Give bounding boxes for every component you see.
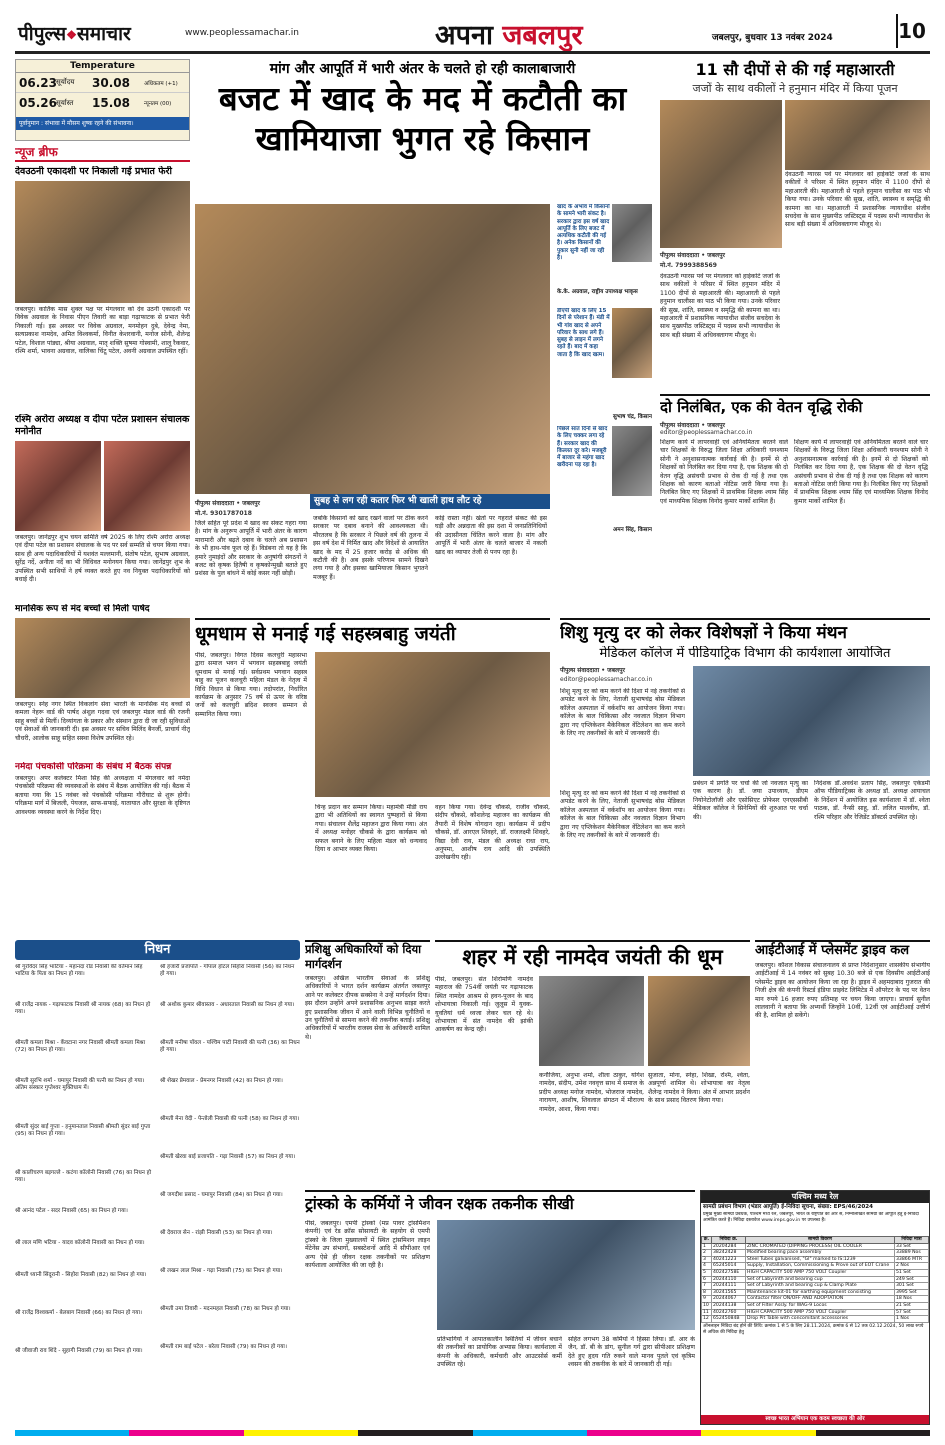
- tender-cell-tender: 20244138: [712, 1302, 746, 1309]
- lead-quote-3: पिछले सात दिनों से खाद के लिए चक्कर लगा रहे हैं। सरकार खाद की किल्लत दूर करे। मजबूरी में बाजार से महंगा खाद खरीदना पड़ रहा है।: [557, 426, 608, 469]
- obituary-item: श्री लाल मणि भटिया - यादव कॉलोनी निवासी का निधन हो गया।: [15, 1240, 145, 1246]
- section-title-b: जबलपुर: [502, 20, 583, 51]
- tender-col-item: सामग्री विवरण: [746, 1237, 895, 1244]
- mahaarti-subhead: जजों के साथ वकीलों ने हनुमान मंदिर में किया पूजन: [692, 82, 898, 95]
- tender-cell-tender: 40242758E: [712, 1269, 746, 1276]
- mahaarti-headline: 11 सौ दीपों से की गई महाआरती: [695, 60, 895, 79]
- nidhan-column-right: [160, 964, 300, 1419]
- tender-cell-item: Set of Filter Assly. for WAG-9 Locos: [746, 1302, 895, 1309]
- obituary-item: श्री देवराज सेन - रांझी निवासी (53) का निधन हो गया।: [160, 1230, 273, 1236]
- brief-text-1: जबलपुर। कार्तिक मास शुक्ल पक्ष पर मंगलवार को देव उठनी एकादशी पर विवेक अग्रवाल के निवास पीएन तिवारी का बाड़ा गढ़ाफाटक से प्रभात फेरी निकाली गई। इस अवसर पर विवेक अग्रवाल, मनमोहन दुबे, देवेन्द्र नेमा, सत्यप्रकाश नामदेव, अमित विश्वकर्मा, विनीत केशरवानी, मनोज सोनी, शैलेन्द्र पटेल, विशाल पांड्या, श्रीया अग्रवाल, मातृ शक्ति सुषमा गोस्वामी, शालू रैकवार, रश्मि शर्मा, भावना अग्रवाल, वालिका चिंटू पटेल, अवनी अग्रवाल उपस्थित रहीं।: [15, 306, 190, 356]
- nilambit-body-2: शिक्षण कार्य में लापरवाही एवं अनियमितता बरतने वाले चार शिक्षकों के विरुद्ध जिला शिक्षा अधिकारी घनश्याम सोनी ने अनुशासनात्मक कार्रवाई की है। इनमें से दो शिक्षकों को निलंबित कर दिया गया है, एक शिक्षक की दो वेतन वृद्धि असंचयी प्रभाव से रोक दी गई है तथा एक शिक्षक को कारण बताओ नोटिस जारी किया गया है। निलंबित किए गए शिक्षकों में प्राथमिक शिक्षक श्याम सिंह एवं माध्यमिक शिक्षक विनोद कुमार मार्को शामिल हैं।: [794, 439, 928, 505]
- lead-mobile: मो.नं. 9301787018: [195, 510, 252, 517]
- nilambit-email: editor@peoplessamachar.co.in: [660, 429, 753, 436]
- namdev-photo-1: [539, 976, 644, 1066]
- tender-intro: प्रमुख मुख्य सामग्री प्रबंधक, पश्चिम मध्य रेल, जबलपुर, भारत के राष्ट्रपति की ओर से, निम्नलिखित सामग्री की आपूर्ति हेतु ई-निविदा आमंत्रित करते हैं। निविदा दस्तावेज www.ireps.gov.in पर उपलब्ध हैं।: [703, 1212, 919, 1223]
- transco-story: [305, 1190, 695, 1425]
- tender-cell-item: Steel Tubes galvanised, "GI" marked to IS:1239: [746, 1256, 895, 1263]
- brief-photo-2b: [104, 441, 190, 531]
- tender-col-tender: निविदा क्र.: [712, 1237, 746, 1244]
- quote-1-portrait: [612, 204, 652, 262]
- tender-row: [702, 1269, 929, 1276]
- tender-table-body: [702, 1243, 929, 1322]
- tender-cell-no: 9: [702, 1296, 712, 1303]
- lead-headline-2: खामियाजा भुगत रहे किसान: [255, 119, 590, 158]
- namdev-body-1: पीसं, जबलपुर। संत शिरोमणि नामदेव महाराज की 754वीं जयंती पर गढ़ाफाटक स्थित नामदेव आश्रम से हवन-पूजन के बाद शोभायात्रा निकाली गई। जुलूस में युवक-युवतियां धर्म ध्वजा लेकर चल रहे थे। शोभायात्रा में संत नामदेव की झांकी आकर्षण का केन्द्र रही।: [435, 976, 533, 1034]
- tender-row: [702, 1289, 929, 1296]
- tender-cell-tender: 20244110: [712, 1276, 746, 1283]
- tender-cell-no: 5: [702, 1269, 712, 1276]
- brief-headline-3: मानसिक रूप से मंद बच्चों से मिली पार्षद: [15, 604, 150, 614]
- lead-quote-3-name: अमन सिंह, किसान: [612, 527, 652, 533]
- paper-name-right: समाचार: [76, 23, 131, 45]
- tender-row: [702, 1256, 929, 1263]
- lead-body-3: कोई रास्ता नहीं। खेतों पर गहराते संकट की इस घड़ी और अन्नदाता की इस दशा में जनप्रतिनिधियों की उदासीनता चिंतित करने वाला है। मांग और आपूर्ति में भारी अंतर के चलते बाजार में नकली खाद का व्यापार तेजी से पनप रहा है।: [435, 515, 547, 556]
- tender-footer: ऑनलाइन निविदा बंद होने की तिथि: क्रमांक 1 से 5 के लिए 28.11.2024, क्रमांक 6 से 12 तक 02.12.2024, 50 लाख रुपये से अधिक की निविदा हेतु: [703, 1323, 924, 1335]
- jayanti-photo: [315, 652, 550, 797]
- obituary-item: श्रीमती ध्यानी सिंदूरानी - सिहोरा निवासी (82) का निधन हो गया।: [15, 1272, 147, 1278]
- obituary-item: श्री हजारी प्रजापति - गोपाल होटल सिहोरा निवासी (56) का निधन हो गया।: [160, 964, 295, 978]
- obituary-item: श्री अशोक कुमार श्रीवास्तव - अधारताल निवासी का निधन हो गया।: [160, 1002, 295, 1008]
- tender-cell-tender: 40242760: [712, 1309, 746, 1316]
- brief-text-2: जबलपुर। जानेंद्रपुर शुभ चयन समिति वर्ष 2025 के लिए रश्मि अरोरा अध्यक्ष एवं दीपा पटेल का प्रशासन संचालक के पद पर सर्व सम्मति से चयन किया गया। साथ ही अन्य पदाधिकारियों में यशवंत मल्लमानी, संतोष पटेल, सुभाष अग्रवाल, सुरेंद्र नर्दे, अनीता नर्दे का भी विधिवत मनोनयन किया गया। जानेंद्रपुर शुभ के उपस्थित सभी साथियों ने हर्ष व्यक्त करते हुए नव नियुक्त पदाधिकारियों को बधाई दी।: [15, 534, 190, 584]
- brief-headline-2: रश्मि अरोरा अध्यक्ष व दीपा पटेल प्रशासन संचालक मनोनीत: [15, 414, 190, 437]
- iti-body: जबलपुर। कौशल विकास संचालनालय से प्राप्त निर्देशानुसार शासकीय संभागीय आईटीआई में 14 नवंबर को सुबह 10.30 बजे से एक दिवसीय आईटीआई प्लेसमेंट ड्राइव का आयोजन किया जा रहा है। ड्राइव में अहमदाबाद गुजरात की निजी क्षेत्र की कंपनी रिस्टर्ड इंडिया प्राइवेट लिमिटेड में ऑपरेटर के पद पर वेतन मान रुपये 16 हजार रुपए प्रतिमाह पर चयन किया जाएगा। प्राचार्य सुनील लालवानी ने बताया कि अभ्यर्थी जिन्होंने 10वीं, 12वीं एवं आईटीआई उत्तीर्ण की है, शामिल हो सकेंगे।: [755, 962, 930, 1020]
- tender-row: [702, 1296, 929, 1303]
- obituary-item: श्री राजेंद्र विश्वकर्मा - बेलबाग निवासी (66) का निधन हो गया।: [15, 1310, 143, 1316]
- obituary-item: श्री कालीचरण बड़गल्ले - कटंगा कॉलोनी निवासी (76) का निधन हो गया।: [15, 1170, 152, 1184]
- transco-photo: [437, 1220, 695, 1330]
- jayanti-story: [195, 618, 550, 938]
- shishu-headline: शिशु मृत्यु दर को लेकर विशेषज्ञों ने किया मंथन: [560, 618, 930, 646]
- obituary-item: श्री जीवाजी राव शिंदे - सुहागी निवासी (79) का निधन हो गया।: [15, 1348, 143, 1354]
- jayanti-body-3: वहन किया गया। देवेन्द्र चौकसे, राजीव चौकसे, संदीप चौकसे, कौशलेन्द्र महाजन का कार्यक्रम की तैयारी में विशेष योगदान रहा। कार्यक्रम में प्रदीप चौकसे, डॉ. आरएल शिवहरे, डॉ. राजलक्ष्मी शिवहरे, विद्या देवी राय, मंडल की अध्यक्ष राधा राय, अनुपमा, आशीष राय आदि की उपस्थिति उल्लेखनीय रही।: [435, 804, 550, 862]
- tender-cell-qty: 3995 Set: [895, 1289, 929, 1296]
- tender-cell-item: Modified bearing pace assembly: [746, 1250, 895, 1257]
- masthead-rule: [15, 51, 930, 54]
- obituary-item: श्री लखन लाल मिश्रा - गढ़ा निवासी (75) का निधन हो गया।: [160, 1268, 283, 1274]
- jayanti-headline: धूमधाम से मनाई गई सहस्त्रबाहु जयंती: [195, 618, 550, 648]
- tender-cell-no: 4: [702, 1263, 712, 1270]
- tender-cell-qty: 249 Set: [895, 1276, 929, 1283]
- nilambit-headline: दो निलंबित, एक की वेतन वृद्धि रोकी: [660, 394, 930, 418]
- sunset-label: सूर्यास्त: [56, 98, 74, 107]
- obituary-item: श्रीमती राम बाई पटेल - बरेला निवासी (79) का निधन हो गया।: [160, 1344, 288, 1350]
- tender-cell-qty: 57 Set: [895, 1309, 929, 1316]
- shishu-email: editor@peoplessamachar.co.in: [560, 676, 653, 683]
- paper-name-left: पीपुल्स: [18, 23, 67, 45]
- tender-row: [702, 1276, 929, 1283]
- nidhan-column-left: [15, 964, 155, 1419]
- tender-cell-qty: 1 Nos: [895, 1316, 929, 1323]
- lead-quote-2-name: सुभाष चंद्र, किसान: [612, 414, 652, 420]
- tender-cell-no: 8: [702, 1289, 712, 1296]
- lead-kicker: मांग और आपूर्ति में भारी अंतर के चलते हो रही कालाबाजारी: [269, 61, 576, 77]
- shishu-story: [560, 618, 930, 938]
- mahaarti-story: [660, 59, 930, 394]
- obituary-item: श्रीमती सुंदर बाई गुप्ता - हनुमानताल निवासी श्रीमती सुंदर बाई गुप्ता (95) का निधन हो गया।: [15, 1124, 151, 1138]
- tender-row: [702, 1243, 929, 1250]
- obituary-item: श्री आनंद पटेल - सदर निवासी (65) का निधन हो गया।: [15, 1208, 128, 1214]
- mahaarti-photo-1: [660, 100, 782, 248]
- min-label: न्यूनतम (00): [144, 101, 172, 107]
- lead-headline-1: बजट में खाद के मद में कटौती का: [218, 79, 627, 118]
- iti-headline: आईटीआई में प्लेसमेंट ड्राइव कल: [755, 940, 930, 959]
- tender-col-no: क्र.: [702, 1237, 712, 1244]
- prashikshu-story: [305, 940, 430, 1185]
- nilambit-story: [660, 394, 930, 614]
- brief-label: न्यूज ब्रीफ: [15, 143, 190, 162]
- tender-cell-item: Set of Labyrinth and bearing cup & Clamp Plate: [746, 1283, 895, 1290]
- tender-title: सामग्री प्रबंधन विभाग (भंडार आपूर्ति) ई-निविदा सूचना, संख्या: EPS/46/2024: [703, 1204, 874, 1210]
- lead-quote-1-name: के.के. अग्रवाल, राष्ट्रीय उपाध्यक्ष भाकृस: [557, 289, 638, 295]
- prashikshu-body: जबलपुर। अखिल भारतीय सेवाओं के प्रशिक्षु अधिकारियों ने भारत दर्शन कार्यक्रम अंतर्गत जबलपुर आने पर कलेक्टर दीपक सक्सेना ने उन्हें मार्गदर्शन दिया। इस दौरान उन्होंने अपने प्रशासनिक अनुभव साझा करते हुए प्रशासनिक जीवन में आने वाली विभिन्न चुनौतियों व उन चुनौतियों से सामना करने की तकनीक बताई। प्रशिक्षु अधिकारियों में भारतीय राजस्व सेवा के अधिकारी शामिल थे।: [305, 975, 430, 1041]
- tender-cell-tender: 30241565: [712, 1289, 746, 1296]
- lead-story: [195, 59, 650, 614]
- tender-cell-tender: 65245084B: [712, 1316, 746, 1323]
- tender-cell-item: Set of Labyrinth and bearing cup: [746, 1276, 895, 1283]
- brief-text-4: जबलपुर। अपर कलेक्टर मिशा सिंह की अध्यक्षता में मंगलवार को नर्मदा पंचकोसी परिक्रमा की व्यवस्थाओं के संबंध में बैठक आयोजित की गई। बैठक में बताया गया कि 15 नवंबर को पंचकोसी परिक्रमा गौरीघाट से शुरू होगी। परिक्रमा मार्ग में बिजली, पेयजल, साफ-सफाई, यातायात और सुरक्षा के दृष्टिगत आवश्यक व्यवस्था करने के निर्देश दिए।: [15, 775, 190, 816]
- sunrise-label: सूर्योदय: [56, 78, 75, 86]
- obituary-item: श्रीमती कमला मिश्रा - केंवटाना नगर निवासी श्रीमती कमला मिश्रा (72) का निधन हो गया।: [15, 1040, 146, 1054]
- brief-photo-2a: [15, 441, 101, 531]
- prashikshu-headline: प्रशिक्षु अधिकारियों को दिया मार्गदर्शन: [305, 940, 430, 972]
- shishu-body-3: निदेशक डॉ.अवधेश प्रताप सिंह, जबलपुर एकेडमी ऑफ पीडियाट्रिक्स के अध्यक्ष डॉ. अध्यक्ष आयाचल के निर्देशन में आयोजित इस कार्यशाला में डॉ. श्वेता पाठक, डॉ. नैन्सी साहू, डॉ. ललित मालवीय, डॉ. रश्मि परिहार और रेजिडेंट डॉक्टर्स उपस्थित रहे।: [814, 780, 930, 821]
- tender-cell-no: 7: [702, 1283, 712, 1290]
- tender-cell-no: 6: [702, 1276, 712, 1283]
- lead-body-2: जबकि किसानों को खाद रखने वालों पर ठीक करने सरकार पर दबाव बनाने की आवश्यकता थी। मौरतलब है कि सरकार ने पिछले वर्ष की तुलना में इस वर्ष देश में निर्मित खाद और विदेशों से आयातित खाद के मद में 25 हजार करोड़ से अधिक की कटौती की है। अब इसके परिणाम सामने दिखने लगा गया है और इसका खामियाजा किसान भुगतने मजबूर हैं।: [313, 515, 428, 581]
- quote-3-portrait: [612, 426, 652, 496]
- brief-text-3: जबलपुर। स्नेह नगर स्थित विकलांग सेवा भारती के मानसिक मंद बच्चों से कमला नेहरू वार्ड की पार्षद अंशुल गदवा एवं जबलपुर मंडल वार्ड की रजनी साहू बच्चों से मिलीं। दिव्यांगता के प्रकार और संस्थान द्वारा दी जा रही सुविधाओं एवं सेवाओं की जानकारी दी। इस अवसर पर सचिव मिलिंद बैनर्जी, प्राचार्य नीतू चौधरी, आलोक साहू सहित सस्था विशेष उपस्थित रहे।: [15, 701, 190, 742]
- tender-row: [702, 1302, 929, 1309]
- obituary-item: श्रीमती खेरवा बाई प्रजापति - गढ़ा निवासी (57) का निधन हो गया।: [160, 1154, 296, 1160]
- shishu-subhead: मेडिकल कॉलेज में पीडियाट्रिक विभाग की कार्यशाला आयोजित: [599, 646, 891, 661]
- tender-cell-item: Supply, Installation, Commissioning & Prove out of EOT Crane: [746, 1263, 895, 1270]
- tender-row: [702, 1250, 929, 1257]
- lead-photo-caption: सुबह से लग रही कतार फिर भी खाली हाथ लौट रहे: [310, 494, 550, 509]
- page-number: 10: [896, 14, 926, 48]
- lead-body-1: जिले सहित पूरे प्रदेश में खाद का संकट गहरा गया है। मांग के अनुरूप आपूर्ति में भारी अंतर के कारण मारामारी और बढ़ते दबाव के चलते अब प्रशासन के भी हाथ-पांव फूल रहे हैं। विडंबना तो यह है कि हमारे नुमाइंदों और सरकार के अनुषांगी संगठनों ने बजट को कृषक हितैषी व कृषकोन्मुखी बताते हुए प्रशंसा के पुल बांधने में कोई कसर नहीं छोड़ी।: [195, 520, 307, 578]
- tender-cell-no: 3: [702, 1256, 712, 1263]
- obituary-item: श्रीमती मनीषा पॉवल - पश्चिम पाटी निवासी की पत्नी (36) का निधन हो गया।: [160, 1040, 300, 1054]
- tender-cell-qty: 21 Set: [895, 1302, 929, 1309]
- obituary-item: श्री शेखर प्रेमवाल - प्रेमनगर निवासी (42) का निधन हो गया।: [160, 1078, 283, 1084]
- lead-quote-2: डीएपी खाद के लिए 15 दिनों से परेशान हैं। मंडी में भी गांव खाद से अपने परिवार के साथ लगे हैं। सुबह से लाइन में लगने रहते हैं। बाद में कहा जाता है कि खाद खत्म।: [557, 308, 610, 358]
- sunrise-time: 06.23: [19, 75, 57, 90]
- namdev-body-2: कनौजिया, अनुभा शर्मा, शीला ठाकुर, योगेश नामदेव, संदीप, उमेश नववृत्त साथ में समाज के प्रदीप अध्यक्ष मनोज नामदेव, भोजराज नामदेव, नारायण, आशीष, शिवलाल संगठन में मौराज्य नामदेव, आशा, किया गया।: [539, 1072, 644, 1113]
- shishu-body-1: शिशु मृत्यु दर को कम करने की दिशा में नई तकनीकों से अपडेट करने के लिए, नेताजी सुभाषचंद्र बोस मेडिकल कॉलेज अस्पताल में वर्कशॉप का आयोजन किया गया। कॉलेज के बाल चिकित्सा और नवजात विज्ञान विभाग द्वारा नए एप्लिकेशन मैकेनिकल वेंटिलेशन का कम करने के लिए नए तकनीकों के बारे में जानकारी दी।: [560, 688, 685, 738]
- brief-headline-4: नर्मदा पंचकोसी परिक्रमा के संबंध में बैठक संपन्न: [15, 762, 172, 772]
- lead-photo: [195, 204, 550, 494]
- obituary-item: श्री गुरविंदर सिंह भाटिया - महानंदा रोड निवासी की वर्तमान सिंह भाटिया के पिता का निधन हो गया।: [15, 964, 143, 978]
- jayanti-body-1: पीसं, जबलपुर। विगत दिवस कलचुरी महासभा द्वारा समाज भवन में भगवान सहस्त्रबाहु जयंती धूमधाम से मनाई गई। सर्वप्रथम भगवान सहस्त्र बाहु का पूजन कलचुरी महिला मंडल के नेतृत्व में विधि विधान से किया गया। तदोपरांत, निर्धारित कार्यक्रम के अनुसार 75 वर्ष से ऊपर के वरिष्ठ जनों को कलचुरी ब्रदिश स्वजन सम्मान से सम्मानित किया गया।: [195, 652, 307, 718]
- nilambit-reporter: पीपुल्स संवाददाता • जबलपुर: [660, 422, 725, 429]
- brief-photo-1: [15, 181, 190, 303]
- brief-photo-3: [15, 618, 190, 698]
- weather-box: [15, 59, 190, 141]
- tender-cell-item: Maintenance kit-01 for earthing equipment consisting: [746, 1289, 895, 1296]
- transco-body-3: सहित लगभग 38 कर्मियों ने हिस्सा लिया। डॉ. आर के जैन, डॉ. बी के डांग, सुनील गर्ग द्वारा सीपीआर प्रशिक्षण देते हुए हृदय गति रुकने वाले मानव पुतले एवं कृत्रिम श्वसन की तकनीक के बारे में जानकारी दी गई।: [568, 1336, 695, 1369]
- tender-cell-no: 1: [702, 1243, 712, 1250]
- tender-row: [702, 1309, 929, 1316]
- print-color-bar: [15, 1430, 930, 1436]
- site-url: www.peoplessamachar.in: [185, 28, 299, 38]
- dateline: जबलपुर, बुधवार 13 नवंबर 2024: [712, 33, 833, 43]
- tender-cell-item: Drop Pit Table with concomitant accessories: [746, 1316, 895, 1323]
- tender-cell-no: 11: [702, 1309, 712, 1316]
- tender-table: [701, 1236, 929, 1323]
- shishu-reporter: पीपुल्स संवाददाता • जबलपुर: [560, 667, 625, 674]
- lead-quote-column: [557, 204, 652, 612]
- transco-body-2: प्रतिभागियों ने आपातकालीन स्थितियों में जीवन बचाने की तकनीकों का प्रायोगिक अभ्यास किया। कार्यशाला में कंपनी के अधिकारी, कर्मचारी और आउटसोर्स कर्मी उपस्थित रहे।: [437, 1336, 562, 1369]
- shishu-body-2: प्रबंधन में प्रगति पर चर्चा की जो नवजात मृत्यु का एक कारण है। डॉ. जया उपाध्याय, डीएम नियोनेटोलॉजी और एसोसिएट प्रोफेसर एनएससीबी मेडिकल कॉलेज ने सिनेमियों की शुरुआत पर चर्चा की।: [693, 780, 808, 821]
- max-label: अधिकतम (+1): [144, 80, 178, 87]
- tender-cell-tender: 20244067: [712, 1296, 746, 1303]
- obituary-item: श्रीमती सुरभि शर्मा - घमापुर निवासी की पत्नी का निधन हो गया। अंतिम संस्कार गुप्तेश्वर मुक्तिधाम में।: [15, 1078, 145, 1092]
- tender-cell-item: HIGH CAPACITY 500 AMP 750 VOLT Coupler: [746, 1269, 895, 1276]
- iti-story: [755, 940, 930, 1185]
- brief-headline-1: देवउठनी एकादशी पर निकाली गई प्रभात फेरी: [15, 166, 172, 177]
- tender-cell-item: Contactor filter ON/OFF AND ADOPTATION: [746, 1296, 895, 1303]
- transco-headline: ट्रांस्को के कर्मियों ने जीवन रक्षक तकनीक सीखी: [305, 1190, 695, 1216]
- tender-cell-no: 12: [702, 1316, 712, 1323]
- nilambit-body-1: शिक्षण कार्य में लापरवाही एवं अनियमितता बरतने वाले चार शिक्षकों के विरुद्ध जिला शिक्षा अधिकारी घनश्याम सोनी ने अनुशासनात्मक कार्रवाई की है। इनमें से दो शिक्षकों को निलंबित कर दिया गया है, एक शिक्षक की दो वेतन वृद्धि असंचयी प्रभाव से रोक दी गई है तथा एक शिक्षक को कारण बताओ नोटिस जारी किया गया है। निलंबित किए गए शिक्षकों में प्राथमिक शिक्षक श्याम सिंह एवं माध्यमिक शिक्षक विनोद कुमार मार्को शामिल हैं।: [660, 439, 788, 505]
- tender-col-qty: निविदा मात्रा: [895, 1237, 929, 1244]
- nidhan-section: [15, 940, 300, 1425]
- weather-forecast: पूर्वानुमान : संभावा में मौसम शुष्क रहने की संभावना।: [16, 117, 189, 130]
- min-temp: 15.08: [92, 96, 130, 110]
- weather-title: Temperature: [16, 60, 189, 73]
- jayanti-body-2: चिन्ह प्रदान कर सम्मान किया। महामंत्री मीडी राय द्वारा भी अतिथियों का स्वागत पुष्पहारों से किया गया। संचालन शैलेंद्र महाजन द्वारा किया गया। अंत में अध्यक्ष मनोहर चौकसे के द्वारा कार्यक्रम को सफल बनाने के लिए महिला मंडल को धन्यवाद दिया व आभार व्यक्त किया।: [315, 804, 427, 854]
- nidhan-title: निधन: [15, 940, 300, 960]
- max-temp: 30.08: [92, 75, 130, 90]
- namdev-headline: शहर में रही नामदेव जयंती की धूम: [435, 940, 750, 972]
- tender-cell-no: 10: [702, 1302, 712, 1309]
- tender-cell-item: ZINC CROMATED (DIPPING PROCESS) OIL COOLER: [746, 1243, 895, 1250]
- tender-cell-tender: 40241223: [712, 1256, 746, 1263]
- tender-org: पश्चिम मध्य रेल: [701, 1191, 929, 1203]
- quote-2-portrait: [612, 308, 652, 378]
- section-title: [435, 15, 583, 52]
- tender-cell-no: 2: [702, 1250, 712, 1257]
- mahaarti-body-cont: देवउठनी ग्यारस पर्व पर मंगलवार को हाईकोर्ट जजों के साथ वकीलों ने परिसर में स्थित हनुमान मंदिर में 1100 दीपों से महाआरती की। महाआरती से पहले हनुमान चालीसा का पाठ भी किया गया। उनके परिवार की सुख, शांति, स्वास्थ्य व समृद्धि की कामना का था। महाआरती में प्रशासनिक न्यायाधीश संजीव सचदेवा के साथ मुख्यपीठ जस्टिस्ट्स में पदस्थ सभी न्यायाधीश के साथ बड़ी संख्या में अधिवक्तागण मौजूद थे।: [660, 273, 780, 339]
- mahaarti-body: देवउठनी ग्यारस पर्व पर मंगलवार को हाईकोर्ट जजों के साथ वकीलों ने परिसर में स्थित हनुमान मंदिर में 1100 दीपों से महाआरती की। महाआरती से पहले हनुमान चालीसा का पाठ भी किया गया। उनके परिवार की सुख, शांति, स्वास्थ्य व समृद्धि की कामना का था। महाआरती में प्रशासनिक न्यायाधीश संजीव सचदेवा के साथ मुख्यपीठ जस्टिस्ट्स में पदस्थ सभी न्यायाधीश के साथ बड़ी संख्या में अधिवक्तागण मौजूद थे।: [785, 171, 930, 229]
- obituary-item: श्री जगदीश प्रसाद - घमापुर निवासी (84) का निधन हो गया।: [160, 1192, 283, 1198]
- tender-row: [702, 1316, 929, 1323]
- shishu-photo: [693, 666, 930, 776]
- tender-cell-qty: 51 Set: [895, 1269, 929, 1276]
- paper-logo: पीपुल्स❖समाचार: [18, 23, 131, 45]
- masthead: [0, 0, 945, 62]
- namdev-photo-2: [648, 976, 750, 1066]
- section-title-a: अपना: [435, 20, 493, 51]
- tender-cell-qty: 33 Set: [895, 1243, 929, 1250]
- obituary-item: श्री राजेंद्र नायक - गढ़ाफाटक निवासी श्री नायक (68) का निधन हो गया।: [15, 1002, 151, 1016]
- tender-cell-qty: 301 Set: [895, 1283, 929, 1290]
- tender-cell-tender: 20204284: [712, 1243, 746, 1250]
- mahaarti-photo-2: [785, 100, 930, 170]
- namdev-story: [435, 940, 750, 1185]
- tender-cell-qty: 33889 Nos: [895, 1250, 929, 1257]
- tender-cell-qty: 18 Nos: [895, 1296, 929, 1303]
- tender-slogan: स्वच्छ भारत अभियान एक कदम स्वच्छता की ओर: [701, 1415, 929, 1424]
- tender-cell-tender: 38242428: [712, 1250, 746, 1257]
- tender-cell-tender: 65245014: [712, 1263, 746, 1270]
- tender-cell-item: HIGH CAPACITY 500 AMP 750 VOLT Coupler: [746, 1309, 895, 1316]
- namdev-body-3: सुजाता, मोना, स्नेहा, शिखा, रश्मि, श्वेता, अन्नपूर्णा शामिल थे। शोभायात्रा का नेतृत्व शैलेन्द्र नामदेव ने किया। अंत में आभार प्रदर्शन के साथ प्रसाद वितरण किया गया।: [648, 1072, 750, 1105]
- tender-row: [702, 1263, 929, 1270]
- tender-cell-qty: 2 Nos: [895, 1263, 929, 1270]
- sunset-time: 05.26: [19, 96, 57, 110]
- news-brief-column: [15, 143, 190, 933]
- mahaarti-reporter: पीपुल्स संवाददाता • जबलपुर: [660, 252, 725, 259]
- transco-body-1: पीसं, जबलपुर। एमपी ट्रांस्को (मप्र पावर ट्रांसमिशन कंपनी) एवं रेड क्रॉस सोसायटी के सहयोग से एमपी ट्रांस्को के जिला मुख्यालयों में स्थित ट्रांसमिशन लाइन मेंटेनेंस उप संभागों, सबस्टेशनों आदि में सीपीआर एवं अन्य ऐसे ही जीवन रक्षक तकनीकों पर प्रशिक्षण कार्यशाला आयोजित की जा रही है।: [305, 1220, 430, 1270]
- lead-quote-1: खाद के अभाव में किसानों के सामने भारी संकट है। सरकार द्वारा इस वर्ष खाद आपूर्ति के लिए बजट में अत्यधिक कटौती की गई है। अनेक किसानों की पुकार सुनी नहीं जा रही है।: [557, 204, 610, 262]
- obituary-item: श्रीमती मेना वेदी - पेन्तोली निवासी की पत्नी (58) का निधन हो गया।: [160, 1116, 300, 1122]
- tender-cell-tender: 20244111: [712, 1283, 746, 1290]
- tender-cell-qty: 33866 MTR: [895, 1256, 929, 1263]
- lead-reporter: पीपुल्स संवाददाता • जबलपुर: [195, 500, 260, 507]
- mahaarti-mobile: मो.नं. 7999388569: [660, 262, 717, 269]
- shishu-body-4: शिशु मृत्यु दर को कम करने की दिशा में नई तकनीकों से अपडेट करने के लिए, नेताजी सुभाषचंद्र बोस मेडिकल कॉलेज अस्पताल में वर्कशॉप का आयोजन किया गया। कॉलेज के बाल चिकित्सा और नवजात विज्ञान विभाग द्वारा नए एप्लिकेशन मैकेनिकल वेंटिलेशन का कम करने के लिए नए तकनीकों के बारे में जानकारी दी।: [560, 790, 685, 840]
- obituary-item: श्रीमती उमा तिवारी - मदनमहल निवासी (78) का निधन हो गया।: [160, 1306, 291, 1312]
- tender-notice: [700, 1190, 930, 1425]
- tender-row: [702, 1283, 929, 1290]
